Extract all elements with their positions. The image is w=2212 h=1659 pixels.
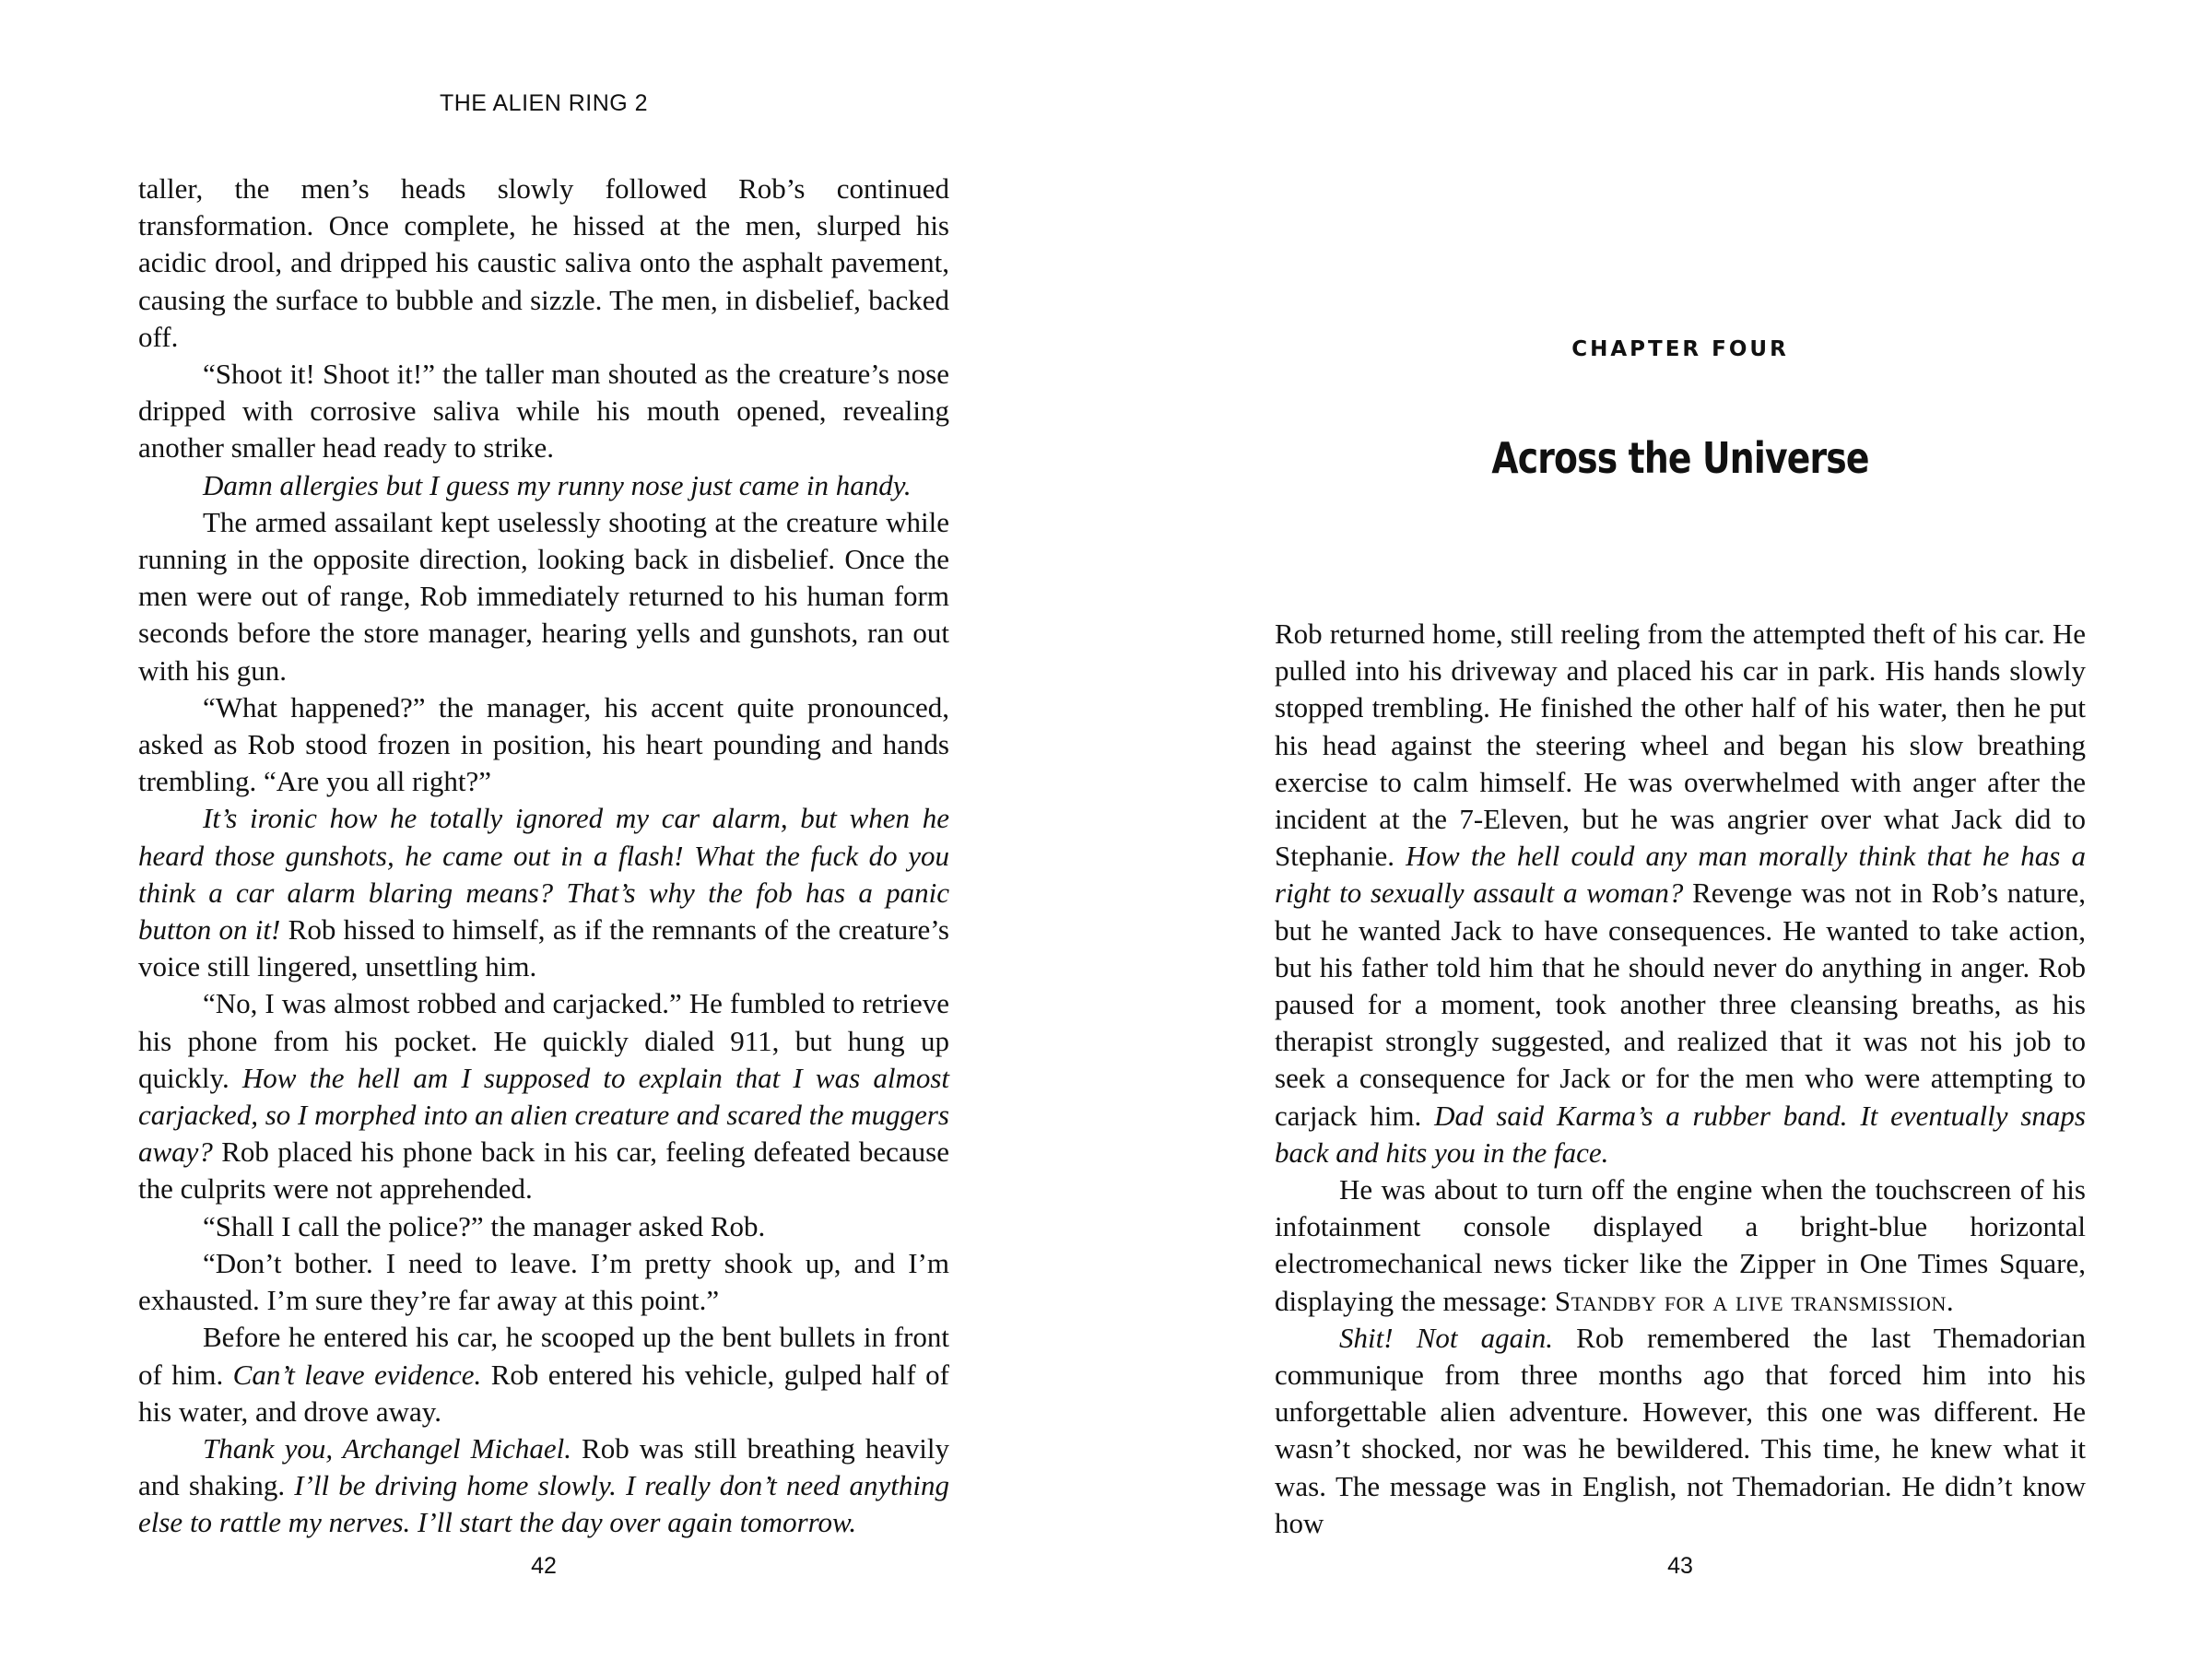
paragraph <box>1275 1320 2086 1542</box>
page-number-right: 43 <box>1667 1553 1693 1579</box>
paragraph <box>138 504 949 689</box>
page-number-left: 42 <box>531 1553 557 1579</box>
text-run: Rob entered his vehicle, gulped half of his water, and drove away. <box>138 1358 949 1428</box>
text-run: “Shoot it! Shoot it!” the taller man shouted as the creature’s nose dripped with corrosive saliva while his mouth opened, revealing another smaller head ready to strike. <box>138 358 949 465</box>
italic-text-run: It’s ironic how he totally ignored my car alarm, but when he heard those gunshots, he came out in a flash! What the fuck do you think a car alarm blaring means? That’s why the fob has a panic button on it! <box>138 802 949 947</box>
paragraph <box>138 1208 949 1245</box>
right-page-body-text <box>1275 616 2086 1542</box>
text-run: He was about to turn off the engine when the touchscreen of his infotainment console displayed a bright-blue horizontal electromechanical news ticker like the Zipper in One Times Square, displaying the message: <box>1275 1173 2086 1317</box>
text-run: Rob returned home, still reeling from the attempted theft of his car. He pulled into his driveway and placed his car in park. His hands slowly stopped trembling. He finished the other half of his water, then he put his head against the steering wheel and began his slow breathing exercise to calm himself. He was overwhelmed with anger after the incident at the 7-Eleven, but he was angrier over what Jack did to Stephanie. <box>1275 618 2086 873</box>
text-run: Revenge was not in Rob’s nature, but he wanted Jack to have consequences. He wanted to take action, but his father told him that he should never do anything in anger. Rob paused for a moment, took another three cleansing breaths, as his therapist strongly suggested, and realized that it was not his job to seek a consequence for Jack or for the men who were attempting to carjack him. <box>1275 877 2086 1132</box>
text-run: “What happened?” the manager, his accent quite pronounced, asked as Rob stood frozen in position, his heart pounding and hands trembling. “Are you all right?” <box>138 690 949 798</box>
text-run: taller, the men’s heads slowly followed Rob’s continued transformation. Once complete, he hissed at the men, slurped his acidic drool, and dripped his caustic saliva onto the asphalt pavement, causing the surface to bubble and sizzle. The men, in disbelief, backed off. <box>138 172 949 353</box>
italic-text-run: Can’t leave evidence. <box>232 1358 482 1391</box>
chapter-label: CHAPTER FOUR <box>1571 337 1789 361</box>
text-run: “Don’t bother. I need to leave. I’m pretty shook up, and I’m exhausted. I’m sure they’re far away at this point.” <box>138 1246 949 1317</box>
text-run: Rob hissed to himself, as if the remnants of the creature’s voice still lingered, unsettling him. <box>138 913 949 983</box>
paragraph <box>138 356 949 467</box>
paragraph <box>138 1245 949 1319</box>
text-run: The armed assailant kept uselessly shooting at the creature while running in the opposite direction, looking back in disbelief. Once the men were out of range, Rob immediately returned to his human form seconds before the store manager, hearing yells and gunshots, ran out with his gun. <box>138 505 949 687</box>
chapter-title: Across the Universe <box>1491 433 1869 483</box>
paragraph <box>138 689 949 801</box>
running-head: THE ALIEN RING 2 <box>439 90 649 116</box>
text-run: “No, I was almost robbed and carjacked.” He fumbled to retrieve his phone from his pocket. He quickly dialed 911, but hung up quickly. <box>138 987 949 1094</box>
italic-text-run: Damn allergies but I guess my runny nose just came in handy. <box>203 468 912 501</box>
text-run: “Shall I call the police?” the manager asked Rob. <box>203 1209 766 1242</box>
right-page <box>1106 0 2212 1659</box>
paragraph <box>1275 616 2086 1171</box>
paragraph <box>138 467 949 504</box>
paragraph <box>138 985 949 1207</box>
paragraph <box>138 1430 949 1542</box>
paragraph <box>1275 1171 2086 1320</box>
italic-text-run: Shit! Not again. <box>1339 1321 1554 1354</box>
italic-text-run: Thank you, Archangel Michael. <box>203 1431 571 1465</box>
italic-text-run: How the hell am I supposed to explain that I was almost carjacked, so I morphed into an alien creature and scared the muggers away? <box>138 1061 949 1169</box>
paragraph <box>138 1319 949 1430</box>
text-run: Before he entered his car, he scooped up the bent bullets in front of him. <box>138 1321 949 1391</box>
text-run: Rob placed his phone back in his car, feeling defeated because the culprits were not apprehended. <box>138 1135 949 1206</box>
italic-text-run: How the hell could any man morally think that he has a right to sexually assault a woman? <box>1275 840 2086 910</box>
text-run: Rob remembered the last Themadorian communique from three months ago that forced him into his unforgettable alien adventure. However, this one was different. He wasn’t shocked, nor was he bewildered. This time, he knew what it was. The message was in English, not Themadorian. He didn’t know how <box>1275 1321 2086 1539</box>
italic-text-run: Dad said Karma’s a rubber band. It eventually snaps back and hits you in the face. <box>1275 1099 2086 1169</box>
paragraph <box>138 171 949 356</box>
left-page-body-text <box>138 171 949 1542</box>
paragraph <box>138 800 949 985</box>
small-caps-text-run: Standby for a live transmission. <box>1554 1284 1955 1317</box>
italic-text-run: I’ll be driving home slowly. I really don’t need anything else to rattle my nerves. I’ll start the day over again tomorrow. <box>138 1469 949 1539</box>
text-run: Rob was still breathing heavily and shaking. <box>138 1431 949 1502</box>
